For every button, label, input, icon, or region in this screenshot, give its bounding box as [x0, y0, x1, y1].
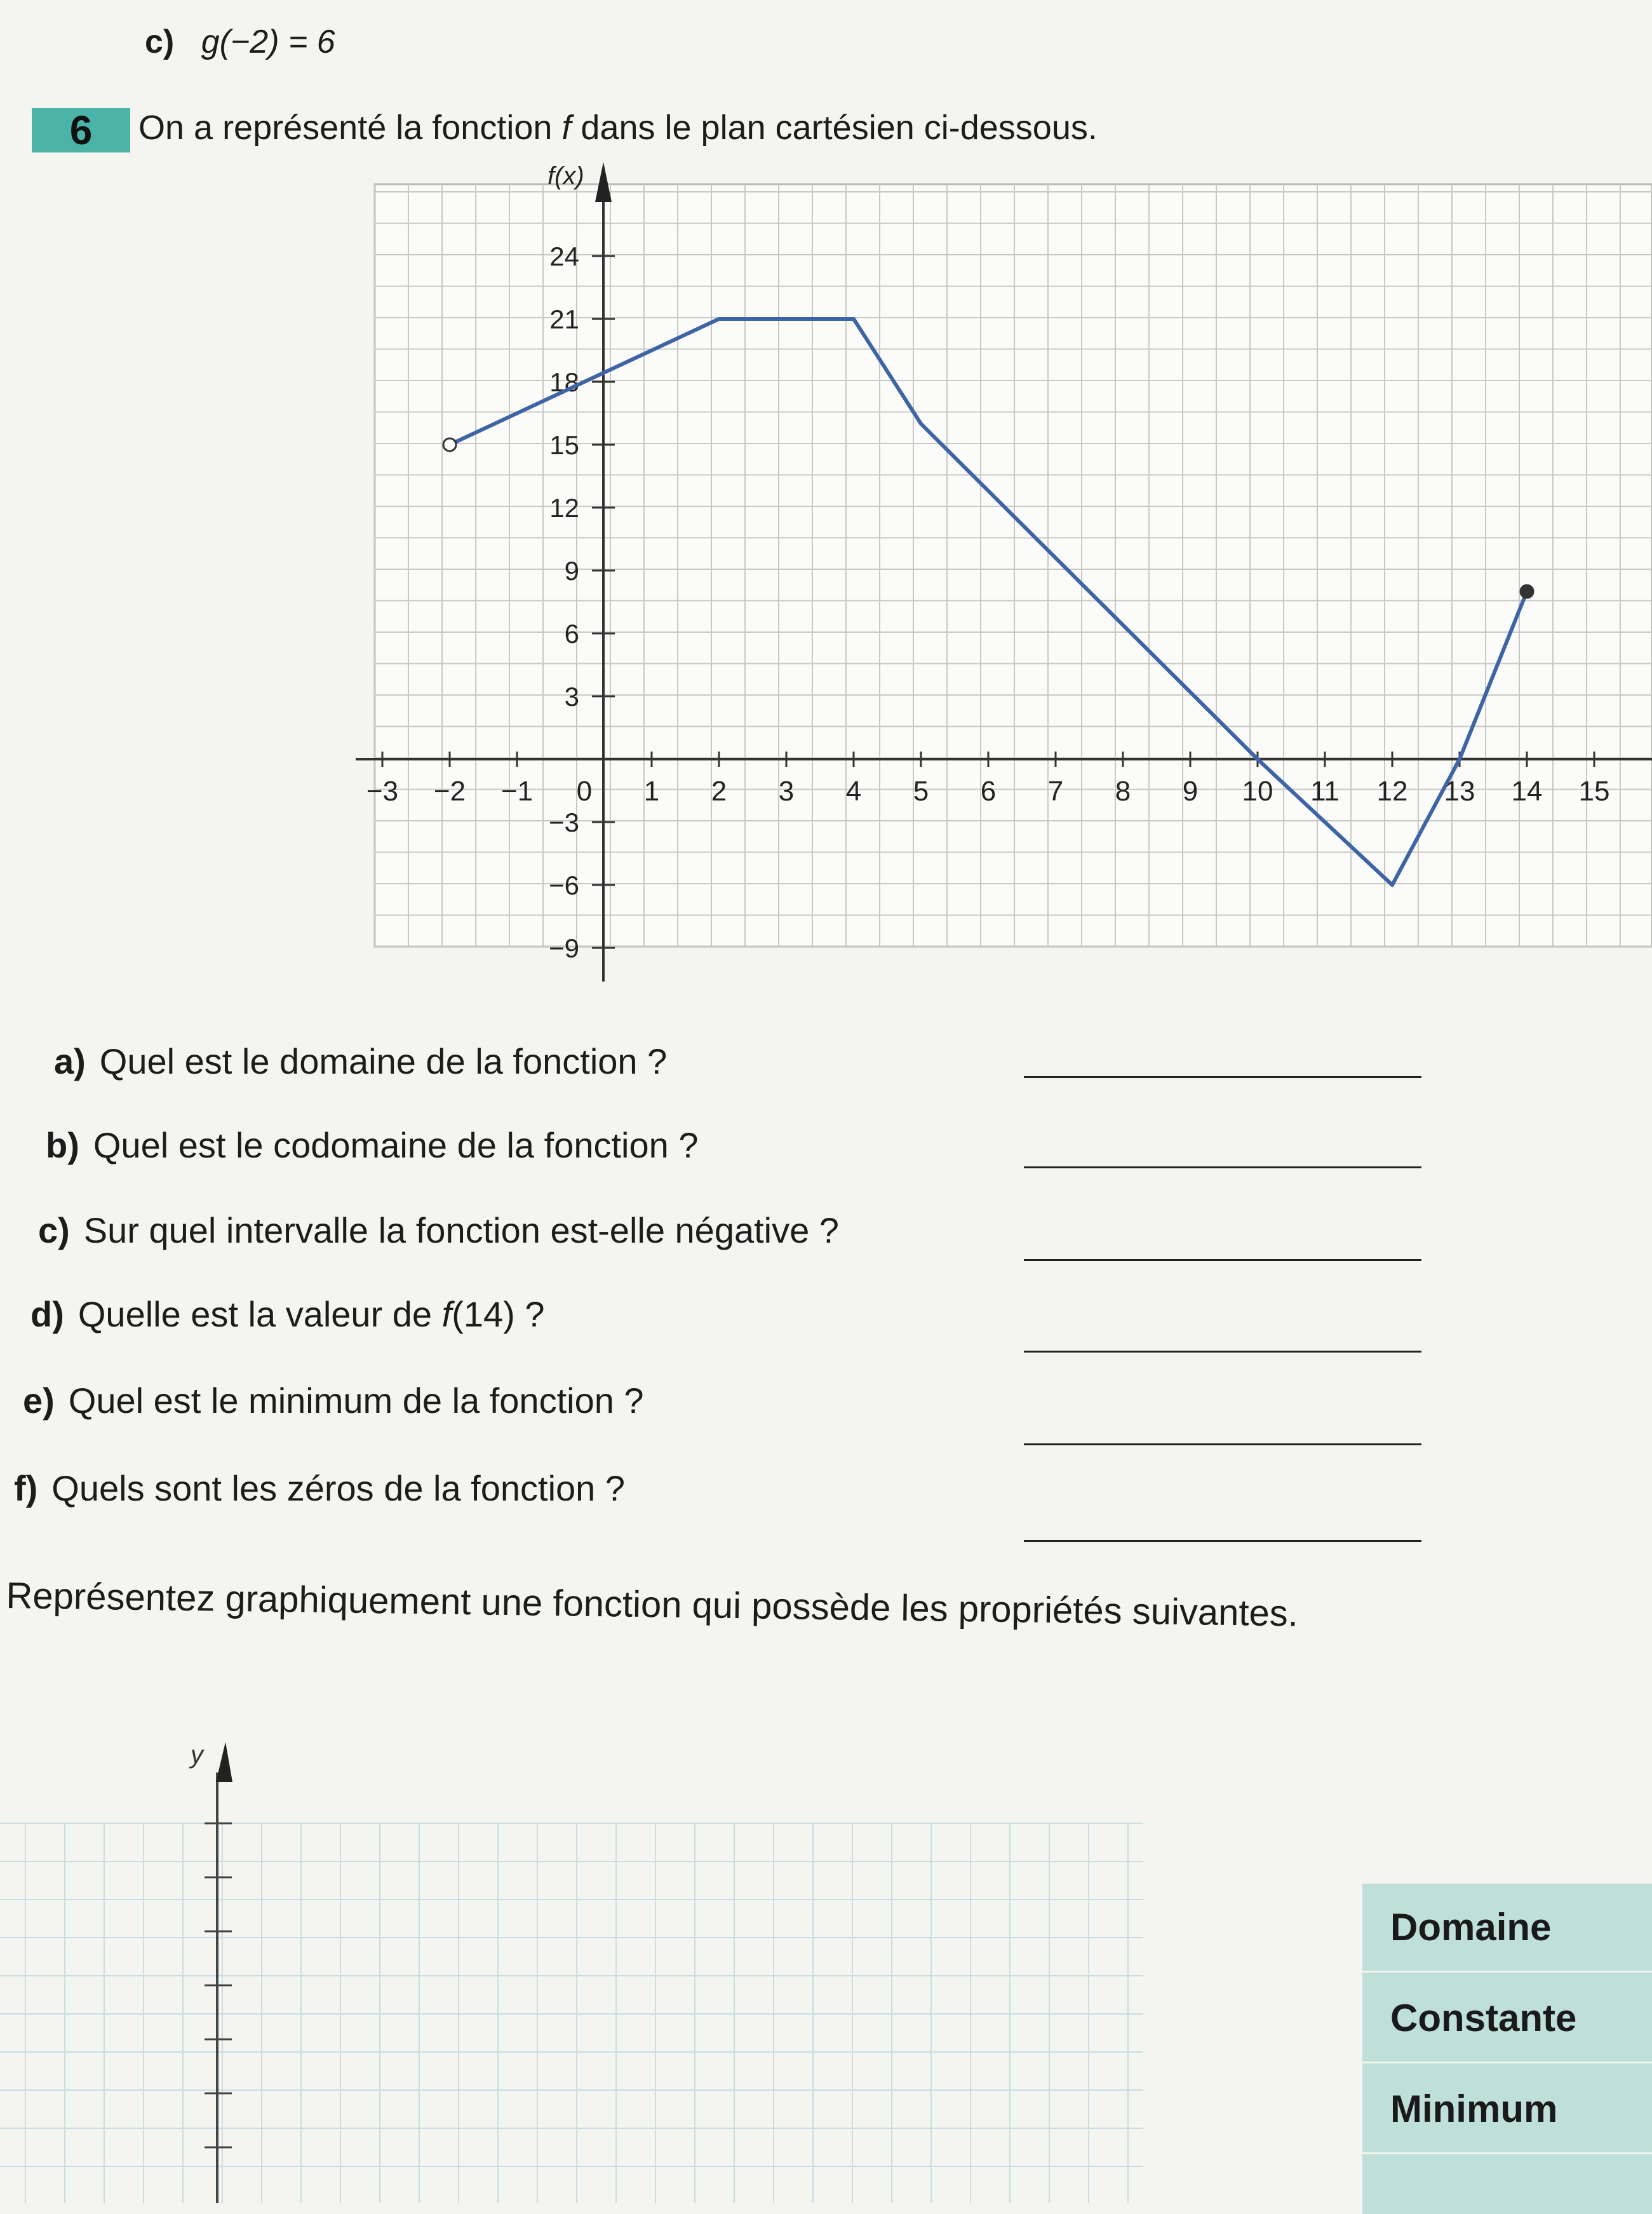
x-tick-label: 12	[1376, 776, 1408, 807]
x-tick-label: 2	[711, 776, 727, 807]
question-label: c)	[38, 1210, 70, 1250]
answer-field-a[interactable]	[1024, 1076, 1421, 1078]
question-label: d)	[30, 1294, 64, 1334]
function-name: f	[561, 109, 572, 147]
question-label: e)	[23, 1380, 55, 1421]
x-tick-label: 6	[980, 776, 997, 807]
y-tick-label: 6	[564, 619, 579, 649]
x-tick-label: 8	[1115, 776, 1131, 807]
question-a	[54, 1041, 667, 1082]
y-tick-label: 18	[549, 367, 579, 397]
y-axis-label: f(x)	[547, 162, 584, 190]
function-name: f	[441, 1294, 452, 1334]
question-text: Quel est le minimum de la fonction ?	[68, 1380, 644, 1421]
x-tick-label: 9	[1182, 776, 1199, 807]
x-tick-label: 1	[643, 776, 660, 807]
question-text: Quel est le codomaine de la fonction ?	[93, 1125, 699, 1165]
question-label: a)	[54, 1041, 86, 1081]
x-tick-label: 7	[1047, 776, 1064, 807]
x-tick-label: −1	[500, 776, 534, 807]
property-minimum: Minimum	[1362, 2065, 1652, 2154]
statement-text-after: dans le plan cartésien ci-dessous.	[571, 109, 1098, 147]
blank-y-axis-arrow	[216, 1742, 232, 1782]
y-tick-label: 12	[549, 493, 579, 523]
question-text-after: (14) ?	[452, 1294, 545, 1334]
closed-endpoint	[1521, 585, 1533, 598]
y-tick-label: 24	[549, 241, 579, 271]
answer-field-b[interactable]	[1024, 1166, 1421, 1168]
blank-y-axis-label: y	[191, 1741, 203, 1769]
question-text: Sur quel intervalle la fonction est-elle négative ?	[83, 1210, 839, 1250]
instruction-text: Représentez graphiquement une fonction qui possède les propriétés suivantes.	[6, 1575, 1299, 1635]
question-f	[14, 1468, 625, 1509]
question-text: Quel est le domaine de la fonction ?	[99, 1041, 668, 1081]
x-tick-label: 14	[1511, 776, 1543, 807]
x-tick-label: 5	[913, 776, 929, 807]
question-text-before: Quelle est la valeur de	[77, 1294, 442, 1334]
question-e	[23, 1380, 644, 1421]
y-tick-label: 9	[564, 556, 579, 586]
question-label: f)	[14, 1468, 38, 1508]
y-axis-arrow	[595, 162, 612, 202]
exercise-number: 6	[32, 108, 130, 152]
statement-text-before: On a représenté la fonction	[138, 109, 562, 147]
question-d	[30, 1293, 545, 1335]
y-tick-label: 21	[549, 304, 579, 334]
y-tick-label: −3	[549, 807, 579, 837]
x-tick-label: −3	[366, 776, 399, 807]
property-domaine: Domaine	[1362, 1884, 1652, 1973]
x-tick-label: −2	[433, 776, 466, 807]
x-tick-label: 13	[1444, 776, 1475, 807]
question-c	[38, 1210, 839, 1251]
x-tick-label: 11	[1310, 776, 1340, 807]
x-tick-label: 0	[576, 776, 593, 807]
answer-field-e[interactable]	[1024, 1443, 1421, 1445]
item-label: c)	[145, 24, 175, 60]
question-text: Quels sont les zéros de la fonction ?	[51, 1468, 626, 1508]
answer-field-c[interactable]	[1024, 1259, 1421, 1261]
x-tick-label: 3	[778, 776, 795, 807]
x-tick-label: 15	[1578, 776, 1610, 807]
question-b	[46, 1124, 698, 1166]
x-tick-label: 10	[1242, 776, 1273, 807]
blank-graph	[0, 1741, 1143, 2203]
y-tick-label: −9	[549, 933, 579, 963]
open-endpoint	[443, 438, 456, 451]
answer-field-d[interactable]	[1024, 1351, 1421, 1353]
question-label: b)	[46, 1125, 79, 1165]
y-tick-label: 3	[564, 682, 579, 712]
property-constante: Constante	[1362, 1974, 1652, 2063]
y-tick-label: −6	[549, 870, 579, 900]
y-tick-label: 15	[549, 430, 579, 460]
x-tick-label: 4	[845, 776, 862, 807]
item-expression: g(−2) = 6	[201, 24, 335, 60]
properties-table	[1362, 1884, 1652, 2214]
answer-field-f[interactable]	[1024, 1540, 1421, 1542]
